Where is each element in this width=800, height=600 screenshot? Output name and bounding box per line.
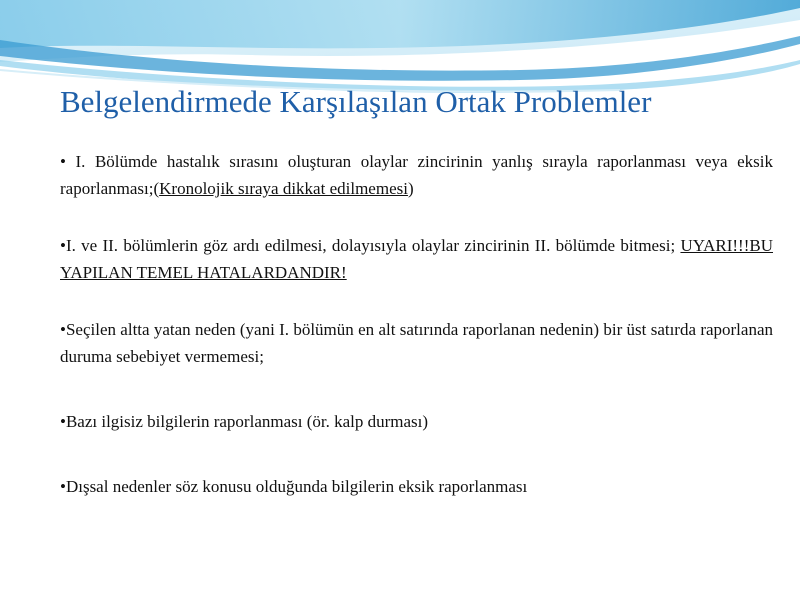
bullet-item-4 bbox=[60, 408, 773, 435]
bullet-1-underlined: Kronolojik sıraya dikkat edilmemesi bbox=[159, 179, 408, 198]
decorative-wave bbox=[0, 0, 800, 95]
bullet-item-5 bbox=[60, 473, 773, 500]
bullet-2-text: •I. ve II. bölümlerin göz ardı edilmesi, dolayısıyla olaylar zincirinin II. bölümde bitmesi; bbox=[60, 236, 681, 255]
bullet-item-2 bbox=[60, 232, 773, 286]
bullet-5-text: •Dışsal nedenler söz konusu olduğunda bilgilerin eksik raporlanması bbox=[60, 477, 528, 496]
bullet-1-text: • I. Bölümde hastalık sırasını oluşturan olaylar zincirinin yanlış sırayla raporlanması veya eksik raporlanması;( bbox=[60, 152, 773, 198]
bullet-4-text: •Bazı ilgisiz bilgilerin raporlanması (ör. kalp durması) bbox=[60, 412, 429, 431]
bullet-item-1 bbox=[60, 148, 773, 202]
bullet-1-tail: ) bbox=[407, 179, 414, 198]
bullet-2-underlined: UYARI!!!BU YAPILAN TEMEL HATALARDANDIR! bbox=[60, 236, 773, 282]
bullet-list bbox=[60, 148, 773, 500]
slide-title: Belgelendirmede Karşılaşılan Ortak Problemler bbox=[60, 84, 652, 119]
bullet-item-3 bbox=[60, 316, 773, 370]
bullet-3-text: •Seçilen altta yatan neden (yani I. bölümün en alt satırında raporlanan nedenin) bir üst satırda raporlanan duruma sebebiyet vermemesi; bbox=[60, 320, 773, 366]
